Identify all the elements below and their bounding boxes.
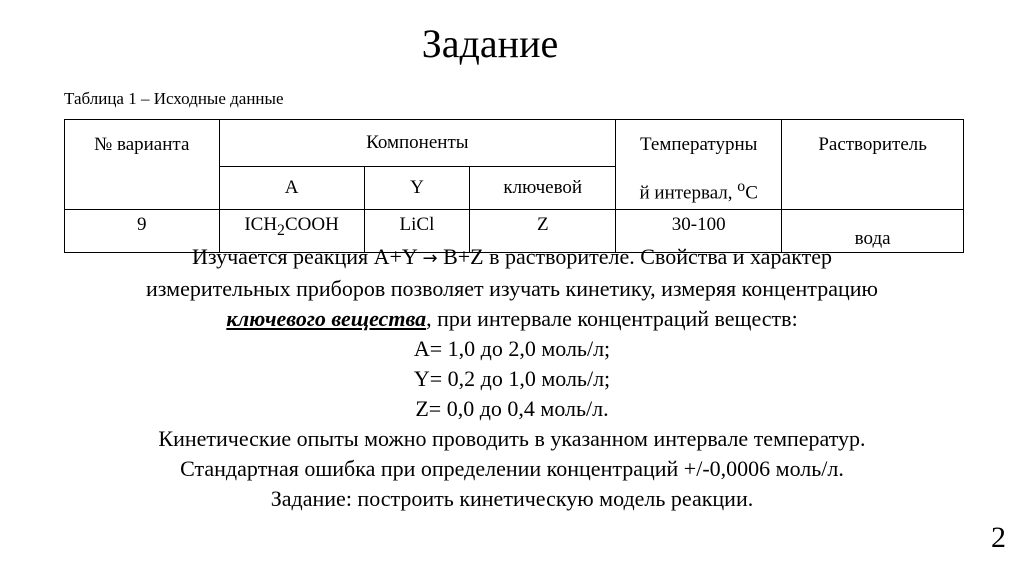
- slide-number: 2: [991, 521, 1006, 554]
- cell-variant: 9: [65, 210, 220, 253]
- header-variant: № варианта: [65, 120, 220, 210]
- task-description: [0, 242, 1024, 514]
- text-line: Стандартная ошибка при определении концентраций +/-0,0006 моль/л.: [180, 456, 844, 481]
- text-line: измерительных приборов позволяет изучать кинетику, измеряя концентрацию: [146, 276, 878, 301]
- header-solvent: Растворитель: [782, 120, 964, 210]
- cell-solvent: вода: [782, 210, 964, 253]
- text-line: Y= 0,2 до 1,0 моль/л;: [413, 366, 611, 391]
- cell-component-a: $ICH_2COOH$: [219, 210, 364, 253]
- header-temperature-line1: Температурны: [640, 134, 758, 155]
- header-temperature-line2: й интервал, $^о$С: [639, 178, 758, 204]
- header-component-y: Y: [364, 167, 470, 210]
- text-line: Изучается реакция А+Y → B+Z в растворителе. Свойства и характер: [192, 244, 832, 269]
- page-title: Задание: [421, 21, 559, 66]
- header-components: Компоненты: [219, 120, 616, 167]
- key-substance-emphasis: ключевого вещества: [226, 306, 427, 331]
- header-component-key: ключевой: [470, 167, 616, 210]
- header-temperature: [616, 120, 782, 210]
- text-line: Кинетические опыты можно проводить в указанном интервале температур.: [158, 426, 866, 451]
- cell-temperature: 30-100: [616, 210, 782, 253]
- cell-component-y: LiCl: [364, 210, 470, 253]
- text-line: Задание: построить кинетическую модель реакции.: [270, 486, 754, 511]
- header-component-a: А: [219, 167, 364, 210]
- degree-sup: о: [737, 178, 746, 195]
- table-caption: Таблица 1 – Исходные данные: [64, 89, 284, 108]
- text-line: ключевого вещества, при интервале концентраций веществ:: [226, 306, 798, 331]
- cell-component-key: Z: [470, 210, 616, 253]
- text-line: Z= 0,0 до 0,4 моль/л.: [415, 396, 609, 421]
- source-data-table: [64, 119, 964, 253]
- arrow-right-icon: →: [422, 248, 438, 269]
- text-line: А= 1,0 до 2,0 моль/л;: [413, 336, 611, 361]
